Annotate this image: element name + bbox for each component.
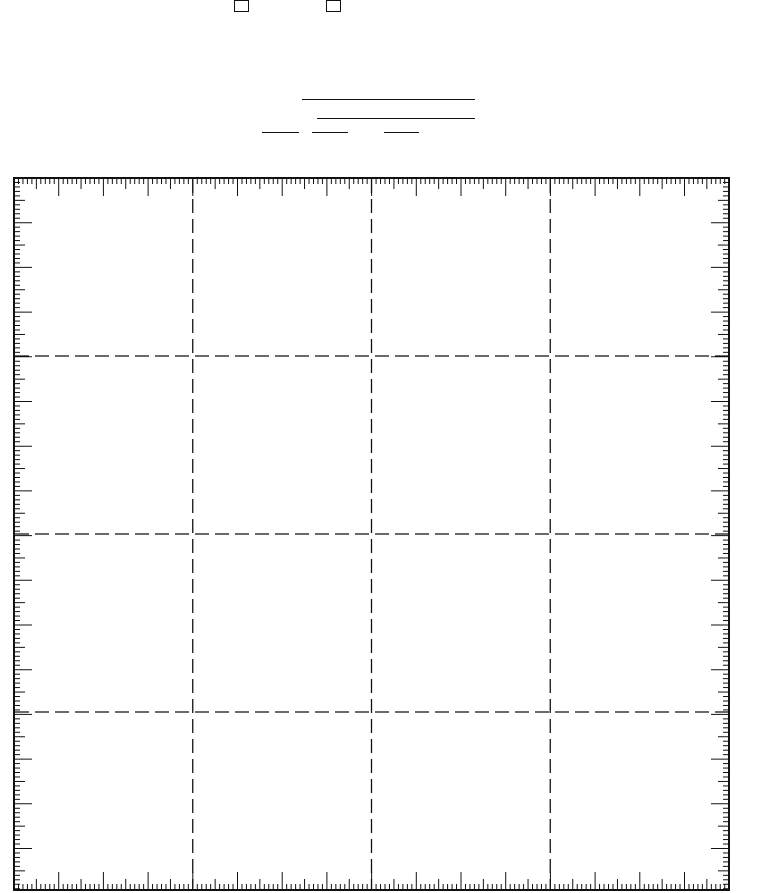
grid-dividers — [15, 179, 728, 889]
